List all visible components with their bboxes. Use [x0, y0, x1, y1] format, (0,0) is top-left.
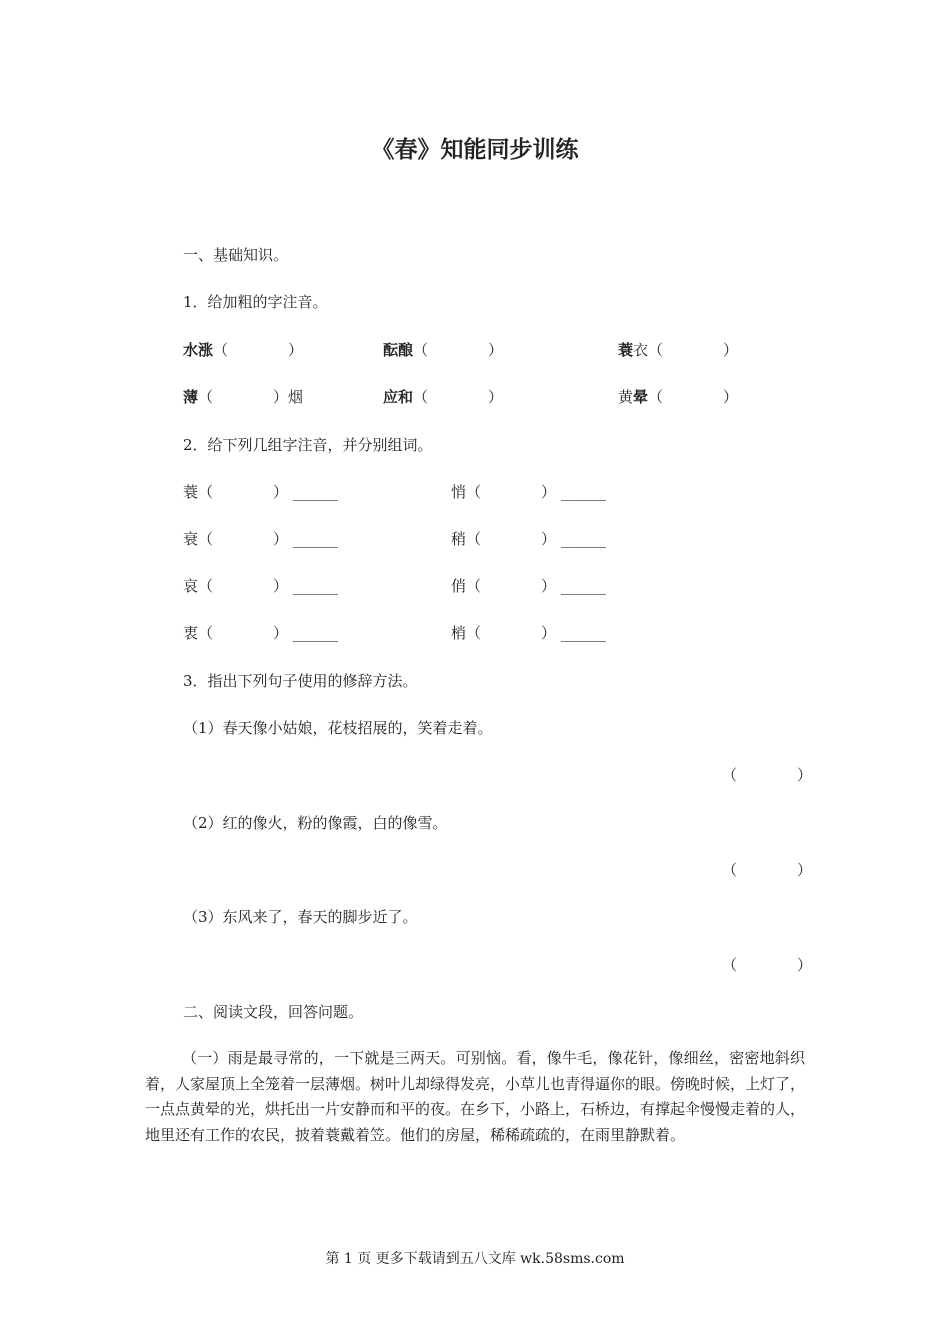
q2-blank: ______ — [560, 530, 606, 548]
q2-paren: （ ） — [466, 577, 557, 595]
q1-item-boyan — [183, 387, 303, 407]
q1-paren: （ ） — [413, 341, 504, 359]
q1-item-suoyi — [618, 340, 738, 360]
q2-char: 哀 — [183, 577, 199, 595]
section-heading-basic: 一、基础知识。 — [183, 246, 289, 264]
q3-sentence: （3）东风来了，春天的脚步近了。 — [183, 908, 418, 926]
q1-bold-word: 晕 — [633, 388, 649, 406]
q1-paren: （ ） — [648, 388, 739, 406]
section-heading-reading: 二、阅读文段，回答问题。 — [183, 1003, 364, 1021]
q1-paren: （ ） — [213, 341, 304, 359]
q3-sentence: （2）红的像火，粉的像霞，白的像雪。 — [183, 814, 448, 832]
q2-paren: （ ） — [198, 624, 289, 642]
q2-char: 俏 — [451, 577, 467, 595]
q2-paren: （ ） — [466, 624, 557, 642]
q2-paren: （ ） — [466, 483, 557, 501]
q2-paren: （ ） — [198, 577, 289, 595]
q1-bold-word: 水涨 — [183, 341, 214, 359]
q2-paren: （ ） — [466, 530, 557, 548]
q1-bold-word: 薄 — [183, 388, 199, 406]
q2-char: 衷 — [183, 624, 199, 642]
q2-right-item — [451, 623, 606, 643]
q1-bold-word: 蓑 — [618, 341, 634, 359]
q2-left-item — [183, 482, 338, 502]
q2-right-item — [451, 482, 606, 502]
q2-left-item — [183, 529, 338, 549]
q2-blank: ______ — [292, 577, 338, 595]
q1-item-yinghe — [383, 387, 503, 407]
q1-item-huangyun — [618, 387, 738, 407]
question-3-prompt: 3．指出下列句子使用的修辞方法。 — [183, 672, 418, 690]
q1-paren: （ ） — [198, 388, 289, 406]
q2-char: 稍 — [451, 530, 467, 548]
q1-plain-word: 烟 — [288, 388, 304, 406]
reading-passage: （一）雨是最寻常的，一下就是三两天。可别恼。看，像牛毛，像花针，像细丝，密密地斜织着，人家屋顶上全笼着一层薄烟。树叶儿却绿得发亮，小草儿也青得逼你的眼。傍晚时候，上灯了，一点点黄晕的光，烘托出一片安静而和平的夜。在乡下，小路上，石桥边，有撑起伞慢慢走着的人，地里还有工作的农民，披着蓑戴着笠。他们的房屋，稀稀疏疏的，在雨里静默着。 — [145, 1049, 806, 1144]
q1-bold-word: 应和 — [383, 388, 414, 406]
question-2-prompt: 2．给下列几组字注音，并分别组词。 — [183, 436, 433, 454]
q2-blank: ______ — [560, 624, 606, 642]
q1-paren: （ ） — [413, 388, 504, 406]
q1-bold-word: 酝酿 — [383, 341, 414, 359]
q2-blank: ______ — [292, 483, 338, 501]
q2-left-item — [183, 576, 338, 596]
question-1-prompt: 1．给加粗的字注音。 — [183, 293, 328, 311]
q2-right-item — [451, 576, 606, 596]
q2-paren: （ ） — [198, 530, 289, 548]
q3-answer-paren: （ ） — [722, 766, 813, 784]
q3-answer-paren: （ ） — [722, 956, 813, 974]
q1-item-yunniang — [383, 340, 503, 360]
q3-sentence: （1）春天像小姑娘，花枝招展的，笑着走着。 — [183, 719, 493, 737]
q2-char: 梢 — [451, 624, 467, 642]
q2-paren: （ ） — [198, 483, 289, 501]
q2-blank: ______ — [560, 577, 606, 595]
q2-blank: ______ — [292, 530, 338, 548]
page-footer: 第 1 页 更多下载请到五八文库 wk.58sms.com — [325, 1251, 625, 1267]
q1-plain-word: 黄 — [618, 388, 634, 406]
q2-blank: ______ — [292, 624, 338, 642]
q1-item-shuizhang — [183, 340, 303, 360]
q1-plain-word: 衣 — [633, 341, 649, 359]
q2-right-item — [451, 529, 606, 549]
q2-char: 蓑 — [183, 483, 199, 501]
q2-left-item — [183, 623, 338, 643]
q2-blank: ______ — [560, 483, 606, 501]
page-title: 《春》知能同步训练 — [371, 136, 579, 163]
q2-char: 衰 — [183, 530, 199, 548]
q3-answer-paren: （ ） — [722, 861, 813, 879]
q2-char: 悄 — [451, 483, 467, 501]
q1-paren: （ ） — [648, 341, 739, 359]
